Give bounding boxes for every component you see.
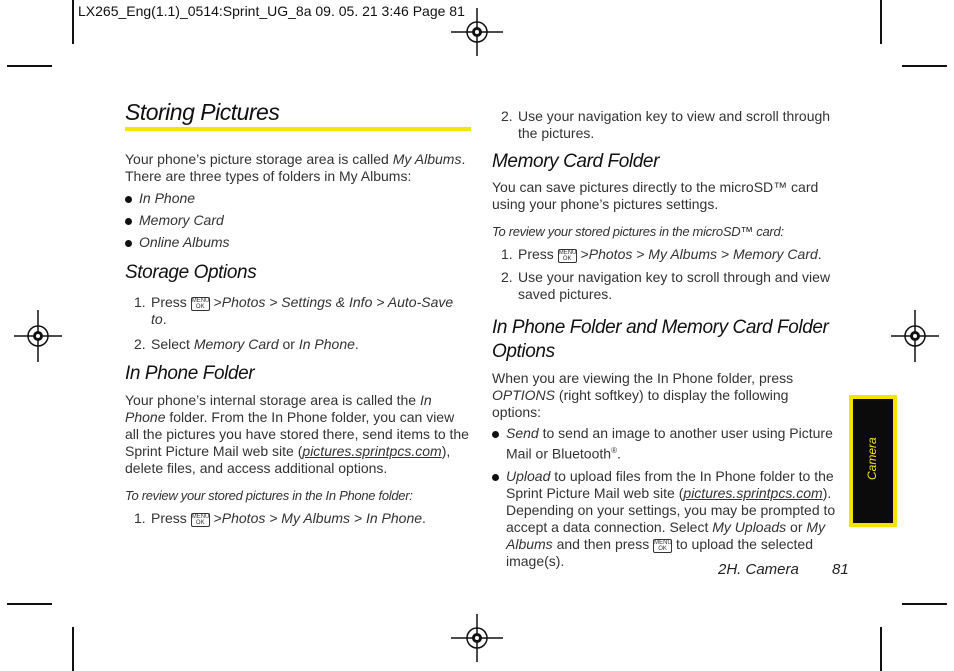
- page-number: 81: [832, 561, 849, 578]
- web-link[interactable]: pictures.sprintpcs.com: [683, 484, 823, 501]
- storage-options-heading: Storage Options: [125, 262, 257, 283]
- in-phone-folder-heading: In Phone Folder: [125, 363, 255, 384]
- list-item: Memory Card: [125, 212, 471, 229]
- crop-mark: [902, 603, 947, 605]
- memory-card-paragraph: You can save pictures directly to the microSD™ card using your phone’s pictures settings.: [492, 179, 819, 212]
- page-title: Storing Pictures: [125, 99, 280, 125]
- list-item: Online Albums: [125, 234, 471, 251]
- registration-mark-icon: [891, 310, 939, 362]
- registration-mark-icon: [451, 614, 503, 662]
- instruction-line: To review your stored pictures in the microSD™ card:: [492, 224, 784, 239]
- menu-ok-key-icon: MENU OK: [654, 539, 672, 552]
- menu-ok-key-icon: MENU OK: [191, 298, 210, 310]
- title-underline: [125, 127, 471, 131]
- print-slug: LX265_Eng(1.1)_0514:Sprint_UG_8a 09. 05. 21 3:46 Page 81: [78, 3, 465, 19]
- crop-mark: [72, 0, 74, 44]
- section-tab-label: Camera: [865, 437, 879, 481]
- crop-mark: [902, 65, 947, 67]
- crop-mark: [72, 627, 74, 671]
- step-item: 1. Press MENU OK >Photos > Settings & Info > Auto-Save to.: [134, 294, 454, 327]
- options-paragraph: When you are viewing the In Phone folder, press OPTIONS (right softkey) to display the following options:: [492, 370, 794, 420]
- intro-paragraph: Your phone’s picture storage area is called My Albums. There are three types of folders in My Albums:: [125, 151, 466, 184]
- crop-mark: [7, 65, 52, 67]
- crop-mark: [880, 0, 882, 44]
- section-tab: [849, 395, 897, 527]
- step-item: 1. Press MENU OK >Photos > My Albums > Memory Card.: [501, 246, 822, 262]
- step-item: 2. Use your navigation key to scroll through and view saved pictures.: [501, 269, 831, 302]
- crop-mark: [7, 603, 52, 605]
- footer-section: 2H. Camera: [718, 561, 799, 578]
- step-item: 2. Select Memory Card or In Phone.: [134, 336, 359, 352]
- list-item: Send to send an image to another user using Picture Mail or Bluetooth®.: [492, 425, 837, 463]
- registration-mark-icon: [451, 8, 503, 56]
- registration-mark-icon: [14, 310, 62, 362]
- left-column: [125, 99, 471, 527]
- memory-card-folder-heading: Memory Card Folder: [492, 151, 660, 172]
- in-phone-paragraph: Your phone’s internal storage area is called the In Phone folder. From the In Phone folder, you can view all the pictures you have stored there, send items to the Sprint Picture Mail web site (pictures.sprintpcs.com), delete files, and access additional options.: [125, 392, 469, 476]
- list-item: Upload to upload files from the In Phone folder to the Sprint Picture Mail web site (pictures.sprintpcs.com). Depending on your settings, you may be prompted to accept a data connection. Select My Uploads or My Albums and then press MENU OK to upload the selected image(s).: [492, 468, 837, 570]
- right-column: [492, 108, 837, 570]
- crop-mark: [880, 627, 882, 671]
- folder-options-heading: In Phone Folder and Memory Card Folder Options: [492, 317, 829, 362]
- step-item: 2. Use your navigation key to view and scroll through the pictures.: [501, 108, 831, 141]
- menu-ok-key-icon: MENU OK: [191, 514, 210, 526]
- menu-ok-key-icon: MENU OK: [558, 250, 577, 262]
- list-item: In Phone: [125, 190, 471, 207]
- instruction-line: To review your stored pictures in the In Phone folder:: [125, 488, 413, 503]
- step-item: 1. Press MENU OK >Photos > My Albums > In Phone.: [134, 510, 426, 526]
- web-link[interactable]: pictures.sprintpcs.com: [302, 443, 442, 459]
